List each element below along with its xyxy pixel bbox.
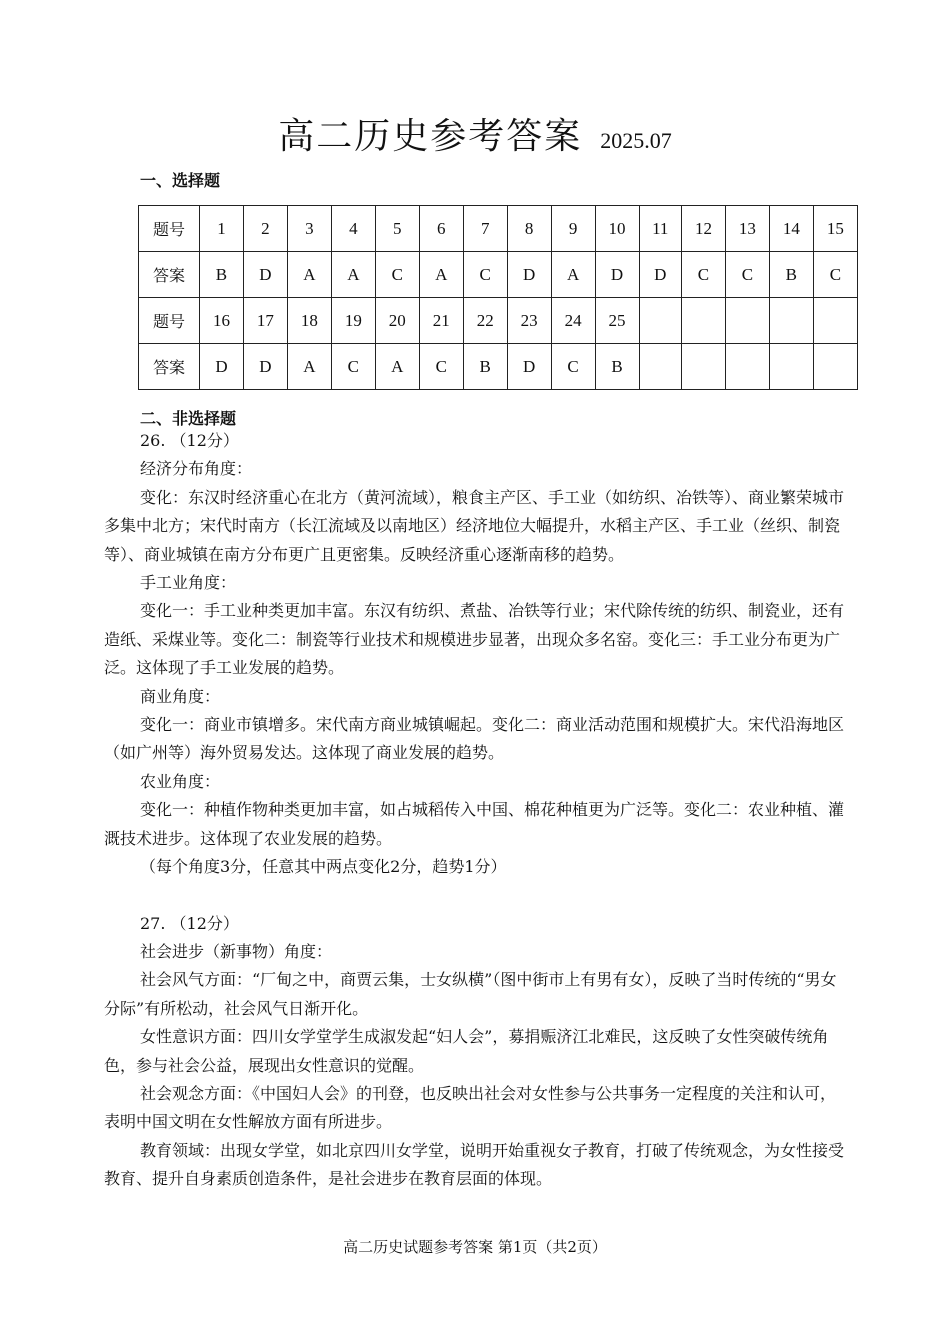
question-number: 11 [639,206,681,252]
question-number [681,298,725,344]
question-number: 23 [507,298,551,344]
q26-handicraft-text: 变化一：手工业种类更加丰富。东汉有纺织、煮盐、冶铁等行业；宋代除传统的纺织、制瓷业，还有造纸、采煤业等。变化二：制瓷等行业技术和规模进步显著，出现众多名窑。变化三：手工业分布更为广泛。这体现了手工业发展的趋势。 [104,601,845,678]
table-row [139,298,858,344]
answer-cell: A [287,252,331,298]
row-label: 题号 [139,206,200,252]
answer-cell: A [331,252,375,298]
question-number: 2 [243,206,287,252]
question-number: 9 [551,206,595,252]
spacer [104,882,850,910]
question-number: 10 [595,206,639,252]
q26-angle-commerce: 商业角度： [140,686,221,706]
answer-cell: C [681,252,725,298]
answer-cell: C [813,252,857,298]
q27-education: 教育领域：出现女学堂，如北京四川女学堂，说明开始重视女子教育，打破了传统观念，为女性接受教育、提升自身素质创造条件，是社会进步在教育层面的体现。 [104,1140,845,1189]
answer-cell: C [725,252,769,298]
answer-cell: B [769,252,813,298]
question-number: 3 [287,206,331,252]
question-number [813,298,857,344]
page-footer: 高二历史试题参考答案 第1页（共2页） [343,1238,607,1256]
q27-social-concepts: 社会观念方面：《中国妇人会》的刊登，也反映出社会对女性参与公共事务一定程度的关注和认可，表明中国文明在女性解放方面有所进步。 [104,1083,837,1132]
q26-commerce-text: 变化一：商业市镇增多。宋代南方商业城镇崛起。变化二：商业活动范围和规模扩大。宋代沿海地区（如广州等）海外贸易发达。这体现了商业发展的趋势。 [104,715,845,763]
question-number: 16 [200,298,244,344]
answer-cell: B [463,344,507,390]
q26-agriculture-text: 变化一：种植作物种类更加丰富，如占城稻传入中国、棉花种植更为广泛等。变化二：农业种植、灌溉技术进步。这体现了农业发展的趋势。 [104,800,845,848]
question-number: 22 [463,298,507,344]
answer-cell: A [287,344,331,390]
answer-cell [681,344,725,390]
table-row [139,206,858,252]
title-row [0,108,950,159]
q26-angle-agriculture: 农业角度： [140,771,221,791]
question-number: 18 [287,298,331,344]
row-label: 题号 [139,298,200,344]
answer-body [104,427,850,1194]
answer-cell: D [243,252,287,298]
question-number: 24 [551,298,595,344]
question-number: 20 [375,298,419,344]
section1-heading: 一、选择题 [140,171,221,190]
question-number: 1 [200,206,244,252]
page-title: 高二历史参考答案 [278,116,583,157]
section2-heading: 二、非选择题 [140,409,237,428]
question-number: 19 [331,298,375,344]
answer-cell: D [595,252,639,298]
question-number: 17 [243,298,287,344]
answer-cell: B [595,344,639,390]
question-number [769,298,813,344]
q26-title: 26. （12分） [140,431,239,450]
answer-cell: B [200,252,244,298]
question-number: 25 [595,298,639,344]
row-label: 答案 [139,252,200,298]
question-number: 21 [419,298,463,344]
question-number: 15 [813,206,857,252]
question-number: 4 [331,206,375,252]
question-number: 13 [725,206,769,252]
answer-cell: C [551,344,595,390]
q26-angle-economy: 经济分布角度： [140,459,253,479]
question-number: 12 [681,206,725,252]
question-number: 6 [419,206,463,252]
answer-cell: A [375,344,419,390]
answer-cell: A [419,252,463,298]
answer-cell [769,344,813,390]
answer-cell [725,344,769,390]
q27-angle-progress: 社会进步（新事物）角度： [140,941,333,961]
question-number [725,298,769,344]
answer-cell: D [243,344,287,390]
answer-cell: C [419,344,463,390]
question-number: 14 [769,206,813,252]
exam-date: 2025.07 [600,128,672,153]
answer-cell: C [375,252,419,298]
answer-cell: D [200,344,244,390]
answer-cell: D [639,252,681,298]
answer-cell [639,344,681,390]
table-row [139,252,858,298]
question-number: 8 [507,206,551,252]
table-row [139,344,858,390]
answer-table [138,205,858,390]
q26-economy-text: 变化：东汉时经济重心在北方（黄河流域），粮食主产区、手工业（如纺织、冶铁等）、商业繁荣城市多集中北方；宋代时南方（长江流域及以南地区）经济地位大幅提升，水稻主产区、手工业（丝织、制瓷等）、商业城镇在南方分布更广且更密集。反映经济重心逐渐南移的趋势。 [104,487,845,564]
question-number: 5 [375,206,419,252]
answer-cell [813,344,857,390]
answer-cell: D [507,344,551,390]
answer-cell: A [551,252,595,298]
q27-title: 27. （12分） [140,913,239,933]
row-label: 答案 [139,344,200,390]
q27-social-customs: 社会风气方面：“厂甸之中，商贾云集，士女纵横”（图中街市上有男有女），反映了当时传统的“男女分际”有所松动，社会风气日渐开化。 [104,970,837,1018]
answer-cell: C [463,252,507,298]
answer-cell: D [507,252,551,298]
question-number [639,298,681,344]
question-number: 7 [463,206,507,252]
q26-angle-handicraft: 手工业角度： [140,573,237,593]
q26-scoring-note: （每个角度3分，任意其中两点变化2分，趋势1分） [140,857,507,877]
answer-cell: C [331,344,375,390]
q27-women-awareness: 女性意识方面：四川女学堂学生成淑发起“妇人会”，募捐赈济江北难民，这反映了女性突破传统角色，参与社会公益，展现出女性意识的觉醒。 [104,1027,829,1075]
